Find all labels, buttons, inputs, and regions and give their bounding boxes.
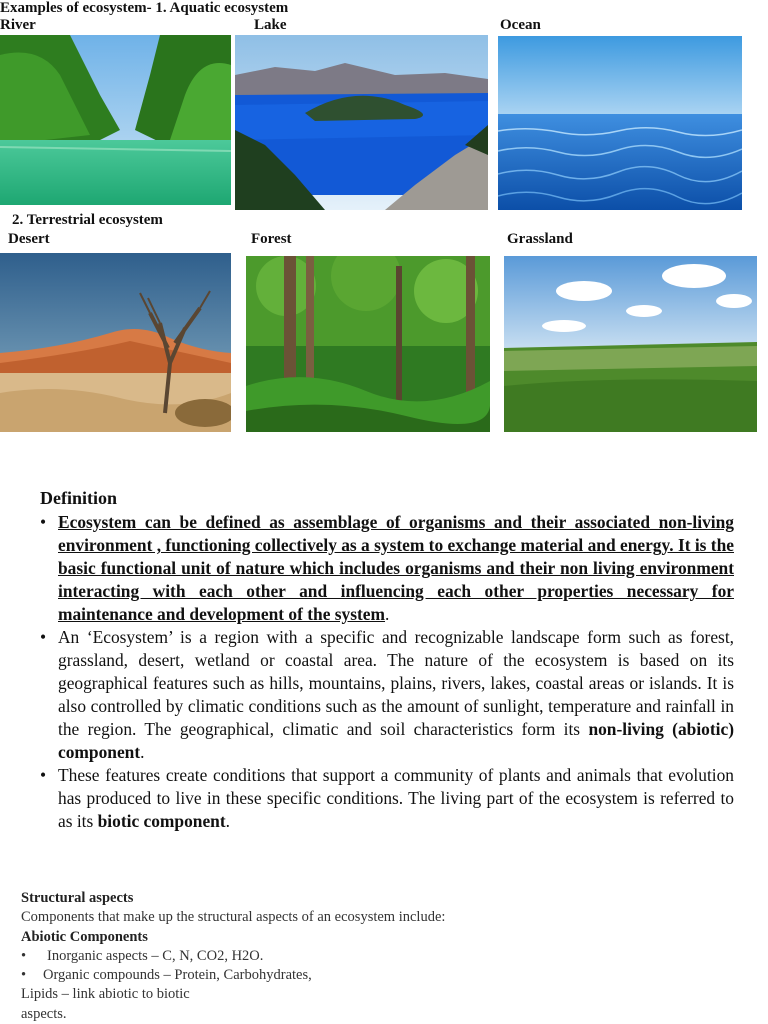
biotic-component-term: biotic component [97,811,226,831]
structural-intro: Components that make up the structural aspects of an ecosystem include: [21,909,446,926]
desert-photo [0,253,231,432]
abiotic-item-2-text: Organic compounds – Protein, Carbohydrates, [43,967,312,984]
abiotic-title: Abiotic Components [21,928,148,945]
grassland-label: Grassland [507,231,573,247]
abiotic-item-1-text: Inorganic aspects – C, N, CO2, H2O. [47,947,264,964]
grassland-photo [504,256,757,432]
aquatic-heading: Examples of ecosystem- 1. Aquatic ecosystem [0,0,289,16]
ocean-label: Ocean [500,17,541,33]
abiotic-item-2-cont1: Lipids – link abiotic to biotic [21,986,190,1003]
river-label: River [0,17,36,33]
bullet1-end: . [385,604,390,624]
bullet2-text: An ‘Ecosystem’ is a region with a specific and recognizable landscape form such as forest, grassland, desert, wetland or coastal area. The nature of the ecosystem is based on its geographical features such as hills, mountains, plains, rivers, lakes, coastal areas or islands. It is also controlled by climatic conditions such as the amount of sunlight, temperature and rainfall in the region. The geographical, climatic and soil characteristics form its [58,627,734,739]
definition-bullet-2 [40,626,734,764]
abiotic-item-1 [21,947,541,966]
definition-bullet-1 [40,511,734,626]
structural-title: Structural aspects [21,890,134,906]
bullet-symbol: • [40,765,47,785]
bullet3-text: These features create conditions that support a community of plants and animals that evolution has produced to live in these specific conditions. The living part of the ecosystem is referred to as its [58,765,734,831]
lake-photo [235,35,488,210]
lake-label: Lake [254,17,287,33]
bullet3-end: . [225,811,230,831]
forest-photo [246,256,490,432]
abiotic-item-2-cont2: aspects. [21,1005,67,1022]
desert-label: Desert [8,231,50,247]
ocean-photo [498,36,742,210]
definition-bullets [40,511,734,833]
bullet-symbol: • [40,512,47,532]
bullet-symbol: • [21,967,27,984]
forest-label: Forest [251,231,292,247]
terrestrial-heading: 2. Terrestrial ecosystem [12,212,163,228]
bullet2-end: . [140,742,145,762]
bullet-symbol: • [21,947,27,964]
abiotic-component-term: non-living (abiotic) component [58,719,735,762]
ecosystem-definition-text: Ecosystem can be defined as assemblage of organisms and their associated non-living environment , functioning collectively as a system to exchange material and energy. It is the basic functional unit of nature which includes organisms and their non living environment interacting with each other and influencing each other properties necessary for maintenance and development of the system [58,512,734,624]
abiotic-item-2 [21,966,541,985]
structural-section [21,889,541,1024]
bullet-symbol: • [40,627,47,647]
definition-bullet-3 [40,764,734,833]
river-photo [0,35,231,205]
definition-title: Definition [40,488,118,508]
